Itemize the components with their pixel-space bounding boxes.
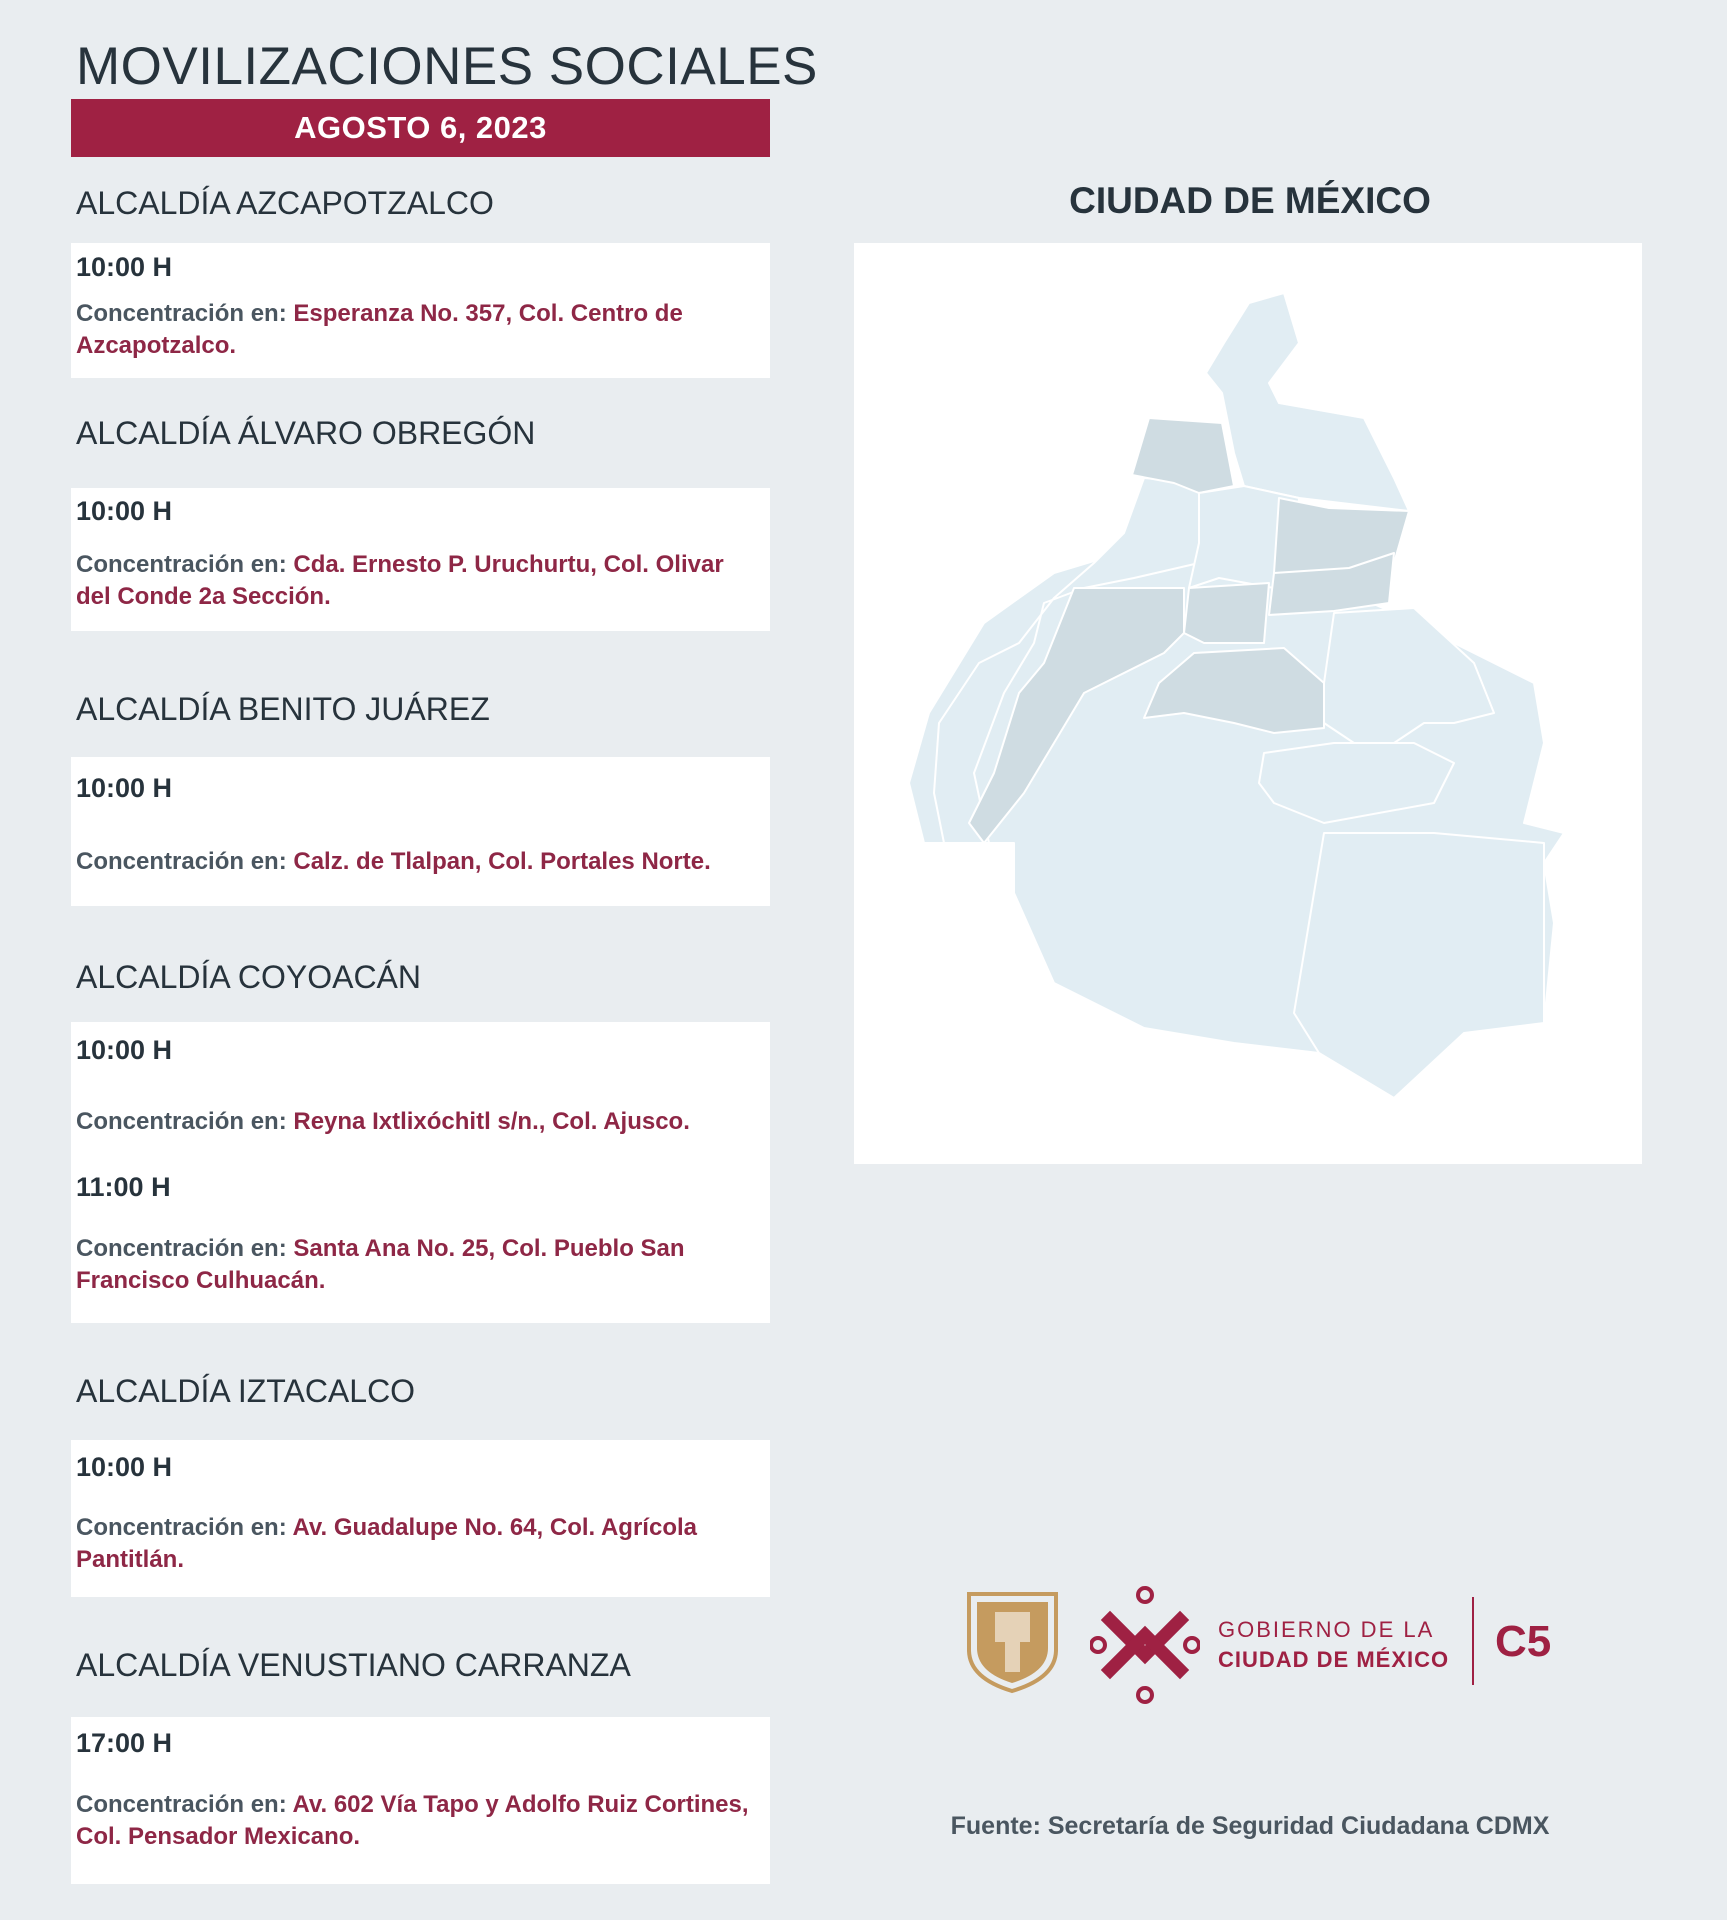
event-card-iztacalco xyxy=(71,1440,770,1597)
event-time: 10:00 H xyxy=(76,773,173,803)
event-location xyxy=(76,1106,760,1138)
section-title-coyoacan: ALCALDÍA COYOACÁN xyxy=(76,959,421,995)
section-title-venustiano-carranza: ALCALDÍA VENUSTIANO CARRANZA xyxy=(76,1647,631,1683)
event-time: 10:00 H xyxy=(76,1452,173,1482)
event-card-venustiano-carranza xyxy=(71,1717,770,1884)
gov-line-1: GOBIERNO DE LA xyxy=(1218,1617,1435,1642)
event-time: 11:00 H xyxy=(76,1172,171,1202)
map-region-milpa-alta xyxy=(1294,833,1544,1098)
event-card-azcapotzalco xyxy=(71,243,770,378)
event-location xyxy=(76,1233,760,1297)
event-address: Av. Guadalupe No. 64, Col. Agrícola Pantitlán. xyxy=(76,1514,697,1573)
section-title-benito-juarez: ALCALDÍA BENITO JUÁREZ xyxy=(76,691,490,727)
map-title: CIUDAD DE MÉXICO xyxy=(1069,180,1431,221)
section-title-azcapotzalco: ALCALDÍA AZCAPOTZALCO xyxy=(76,185,494,221)
cdmx-gov-logo-icon xyxy=(1090,1585,1200,1705)
event-location xyxy=(76,1789,760,1853)
page-title: MOVILIZACIONES SOCIALES xyxy=(76,37,818,96)
event-location xyxy=(76,549,760,613)
concentration-label: Concentración en: xyxy=(76,1235,294,1262)
gov-line-2: CIUDAD DE MÉXICO xyxy=(1218,1647,1450,1672)
concentration-label: Concentración en: xyxy=(76,1108,294,1135)
event-address: Esperanza No. 357, Col. Centro de Azcapotzalco. xyxy=(76,300,683,359)
event-time: 17:00 H xyxy=(76,1728,173,1758)
section-title-iztacalco: ALCALDÍA IZTACALCO xyxy=(76,1373,416,1409)
cdmx-shield-icon xyxy=(965,1590,1060,1695)
map-region-benito-juarez xyxy=(1184,583,1269,643)
event-location xyxy=(76,298,760,362)
map-region-gam xyxy=(1206,293,1409,511)
event-card-coyoacan xyxy=(71,1022,770,1323)
event-time: 10:00 H xyxy=(76,1035,173,1065)
concentration-label: Concentración en: xyxy=(76,848,294,875)
concentration-label: Concentración en: xyxy=(76,300,294,327)
event-address: Santa Ana No. 25, Col. Pueblo San Francisco Culhuacán. xyxy=(76,1235,685,1294)
event-address: Calz. de Tlalpan, Col. Portales Norte. xyxy=(293,848,711,875)
event-location xyxy=(76,846,760,878)
event-location xyxy=(76,1512,760,1576)
cdmx-map xyxy=(854,243,1642,1164)
source-footer: Fuente: Secretaría de Seguridad Ciudadana CDMX xyxy=(950,1812,1550,1840)
event-time: 10:00 H xyxy=(76,252,173,282)
logo-group xyxy=(965,1585,1565,1705)
concentration-label: Concentración en: xyxy=(76,1514,293,1541)
event-address: Cda. Ernesto P. Uruchurtu, Col. Olivar del Conde 2a Sección. xyxy=(76,551,724,610)
map-panel xyxy=(854,243,1642,1164)
event-card-benito-juarez xyxy=(71,757,770,906)
event-address: Reyna Ixtlixóchitl s/n., Col. Ajusco. xyxy=(293,1108,690,1135)
concentration-label: Concentración en: xyxy=(76,1791,293,1818)
concentration-label: Concentración en: xyxy=(76,551,294,578)
event-address: Av. 602 Vía Tapo y Adolfo Ruiz Cortines, Col. Pensador Mexicano. xyxy=(76,1791,749,1850)
event-time: 10:00 H xyxy=(76,496,173,526)
logo-divider xyxy=(1472,1597,1474,1685)
c5-logo: C5 xyxy=(1495,1617,1552,1666)
event-card-alvaro-obregon xyxy=(71,488,770,631)
date-banner: AGOSTO 6, 2023 xyxy=(71,99,770,157)
section-title-alvaro-obregon: ALCALDÍA ÁLVARO OBREGÓN xyxy=(76,415,536,451)
